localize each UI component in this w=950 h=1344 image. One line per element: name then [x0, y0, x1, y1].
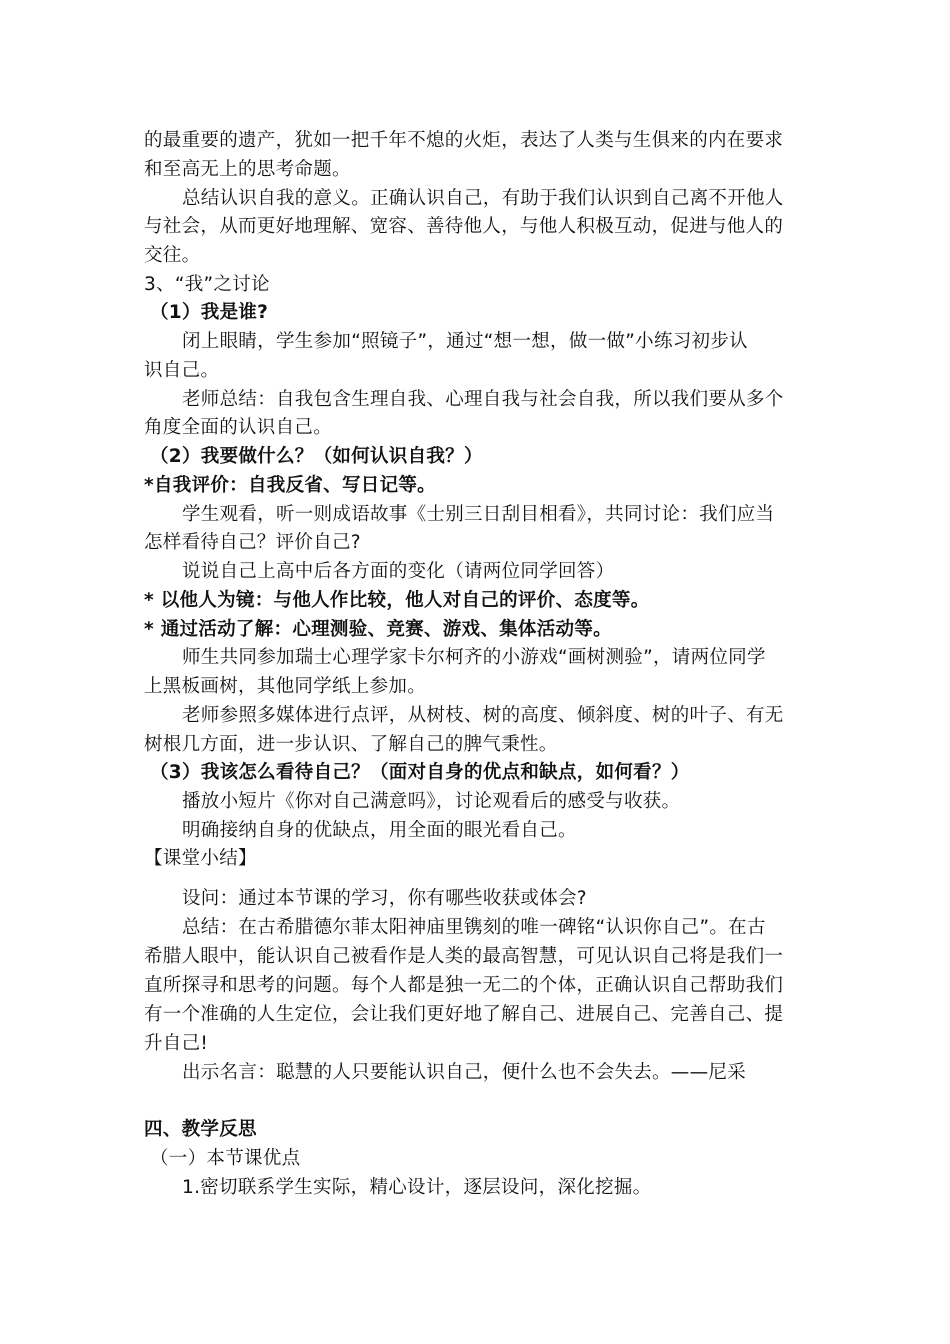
paragraph-line: 怎样看待自己？评价自己? — [144, 532, 361, 553]
bullet-heading: * 以他人为镜：与他人作比较，他人对自己的评价、态度等。 — [144, 590, 650, 611]
subheading: （1）我是谁? — [150, 302, 269, 323]
subheading: （3）我该怎么看待自己？（面对自身的优点和缺点，如何看？） — [150, 762, 690, 783]
bullet-heading: *自我评价：自我反省、写日记等。 — [144, 475, 436, 496]
section-heading: 四、教学反思 — [144, 1119, 257, 1140]
quote-line: 出示名言：聪慧的人只要能认识自己，便什么也不会失去。——尼采 — [182, 1062, 747, 1083]
paragraph-line: 识自己。 — [144, 360, 220, 381]
paragraph-line: 的最重要的遗产，犹如一把千年不熄的火炬，表达了人类与生俱来的内在要求 — [144, 130, 784, 151]
paragraph-line: 老师参照多媒体进行点评，从树枝、树的高度、倾斜度、树的叶子、有无 — [182, 705, 784, 726]
section-heading: 3、“我”之讨论 — [144, 274, 270, 295]
paragraph-line: 交往。 — [144, 245, 201, 266]
paragraph-line: 明确接纳自身的优缺点，用全面的眼光看自己。 — [182, 820, 577, 841]
paragraph-line: 和至高无上的思考命题。 — [144, 159, 351, 180]
paragraph-line: 升自己! — [144, 1033, 209, 1054]
paragraph-line: 树根几方面，进一步认识、了解自己的脾气秉性。 — [144, 734, 558, 755]
subheading: （一）本节课优点 — [150, 1148, 301, 1169]
paragraph-line: 角度全面的认识自己。 — [144, 417, 333, 438]
subheading: （2）我要做什么？（如何认识自我？） — [150, 446, 483, 467]
bullet-heading: * 通过活动了解：心理测验、竞赛、游戏、集体活动等。 — [144, 619, 612, 640]
paragraph-line: 1.密切联系学生实际，精心设计，逐层设问，深化挖掘。 — [182, 1177, 652, 1198]
paragraph-line: 说说自己上高中后各方面的变化（请两位同学回答） — [182, 561, 615, 582]
paragraph-line: 总结认识自我的意义。正确认识自己，有助于我们认识到自己离不开他人 — [182, 188, 784, 209]
paragraph-line: 闭上眼睛，学生参加“照镜子”，通过“想一想，做一做”小练习初步认 — [182, 331, 748, 352]
paragraph-line: 总结：在古希腊德尔菲太阳神庙里镌刻的唯一碑铭“认识你自己”。在古 — [182, 917, 766, 938]
paragraph-line: 有一个准确的人生定位，会让我们更好地了解自己、进展自己、完善自己、提 — [144, 1004, 784, 1025]
paragraph-line: 师生共同参加瑞士心理学家卡尔柯齐的小游戏“画树测验”，请两位同学 — [182, 647, 766, 668]
section-heading: 【课堂小结】 — [144, 848, 257, 869]
paragraph-line: 与社会，从而更好地理解、宽容、善待他人，与他人积极互动，促进与他人的 — [144, 216, 784, 237]
paragraph-line: 直所探寻和思考的问题。每个人都是独一无二的个体，正确认识自己帮助我们 — [144, 975, 784, 996]
paragraph-line: 学生观看，听一则成语故事《士别三日刮目相看》，共同讨论：我们应当 — [182, 504, 775, 525]
paragraph-line: 上黑板画树，其他同学纸上参加。 — [144, 676, 427, 697]
paragraph-line: 播放小短片《你对自己满意吗》，讨论观看后的感受与收获。 — [182, 791, 681, 812]
paragraph-line: 老师总结：自我包含生理自我、心理自我与社会自我，所以我们要从多个 — [182, 389, 784, 410]
paragraph-line: 希腊人眼中，能认识自己被看作是人类的最高智慧，可见认识自己将是我们一 — [144, 946, 784, 967]
paragraph-line: 设问：通过本节课的学习，你有哪些收获或体会? — [182, 888, 587, 909]
